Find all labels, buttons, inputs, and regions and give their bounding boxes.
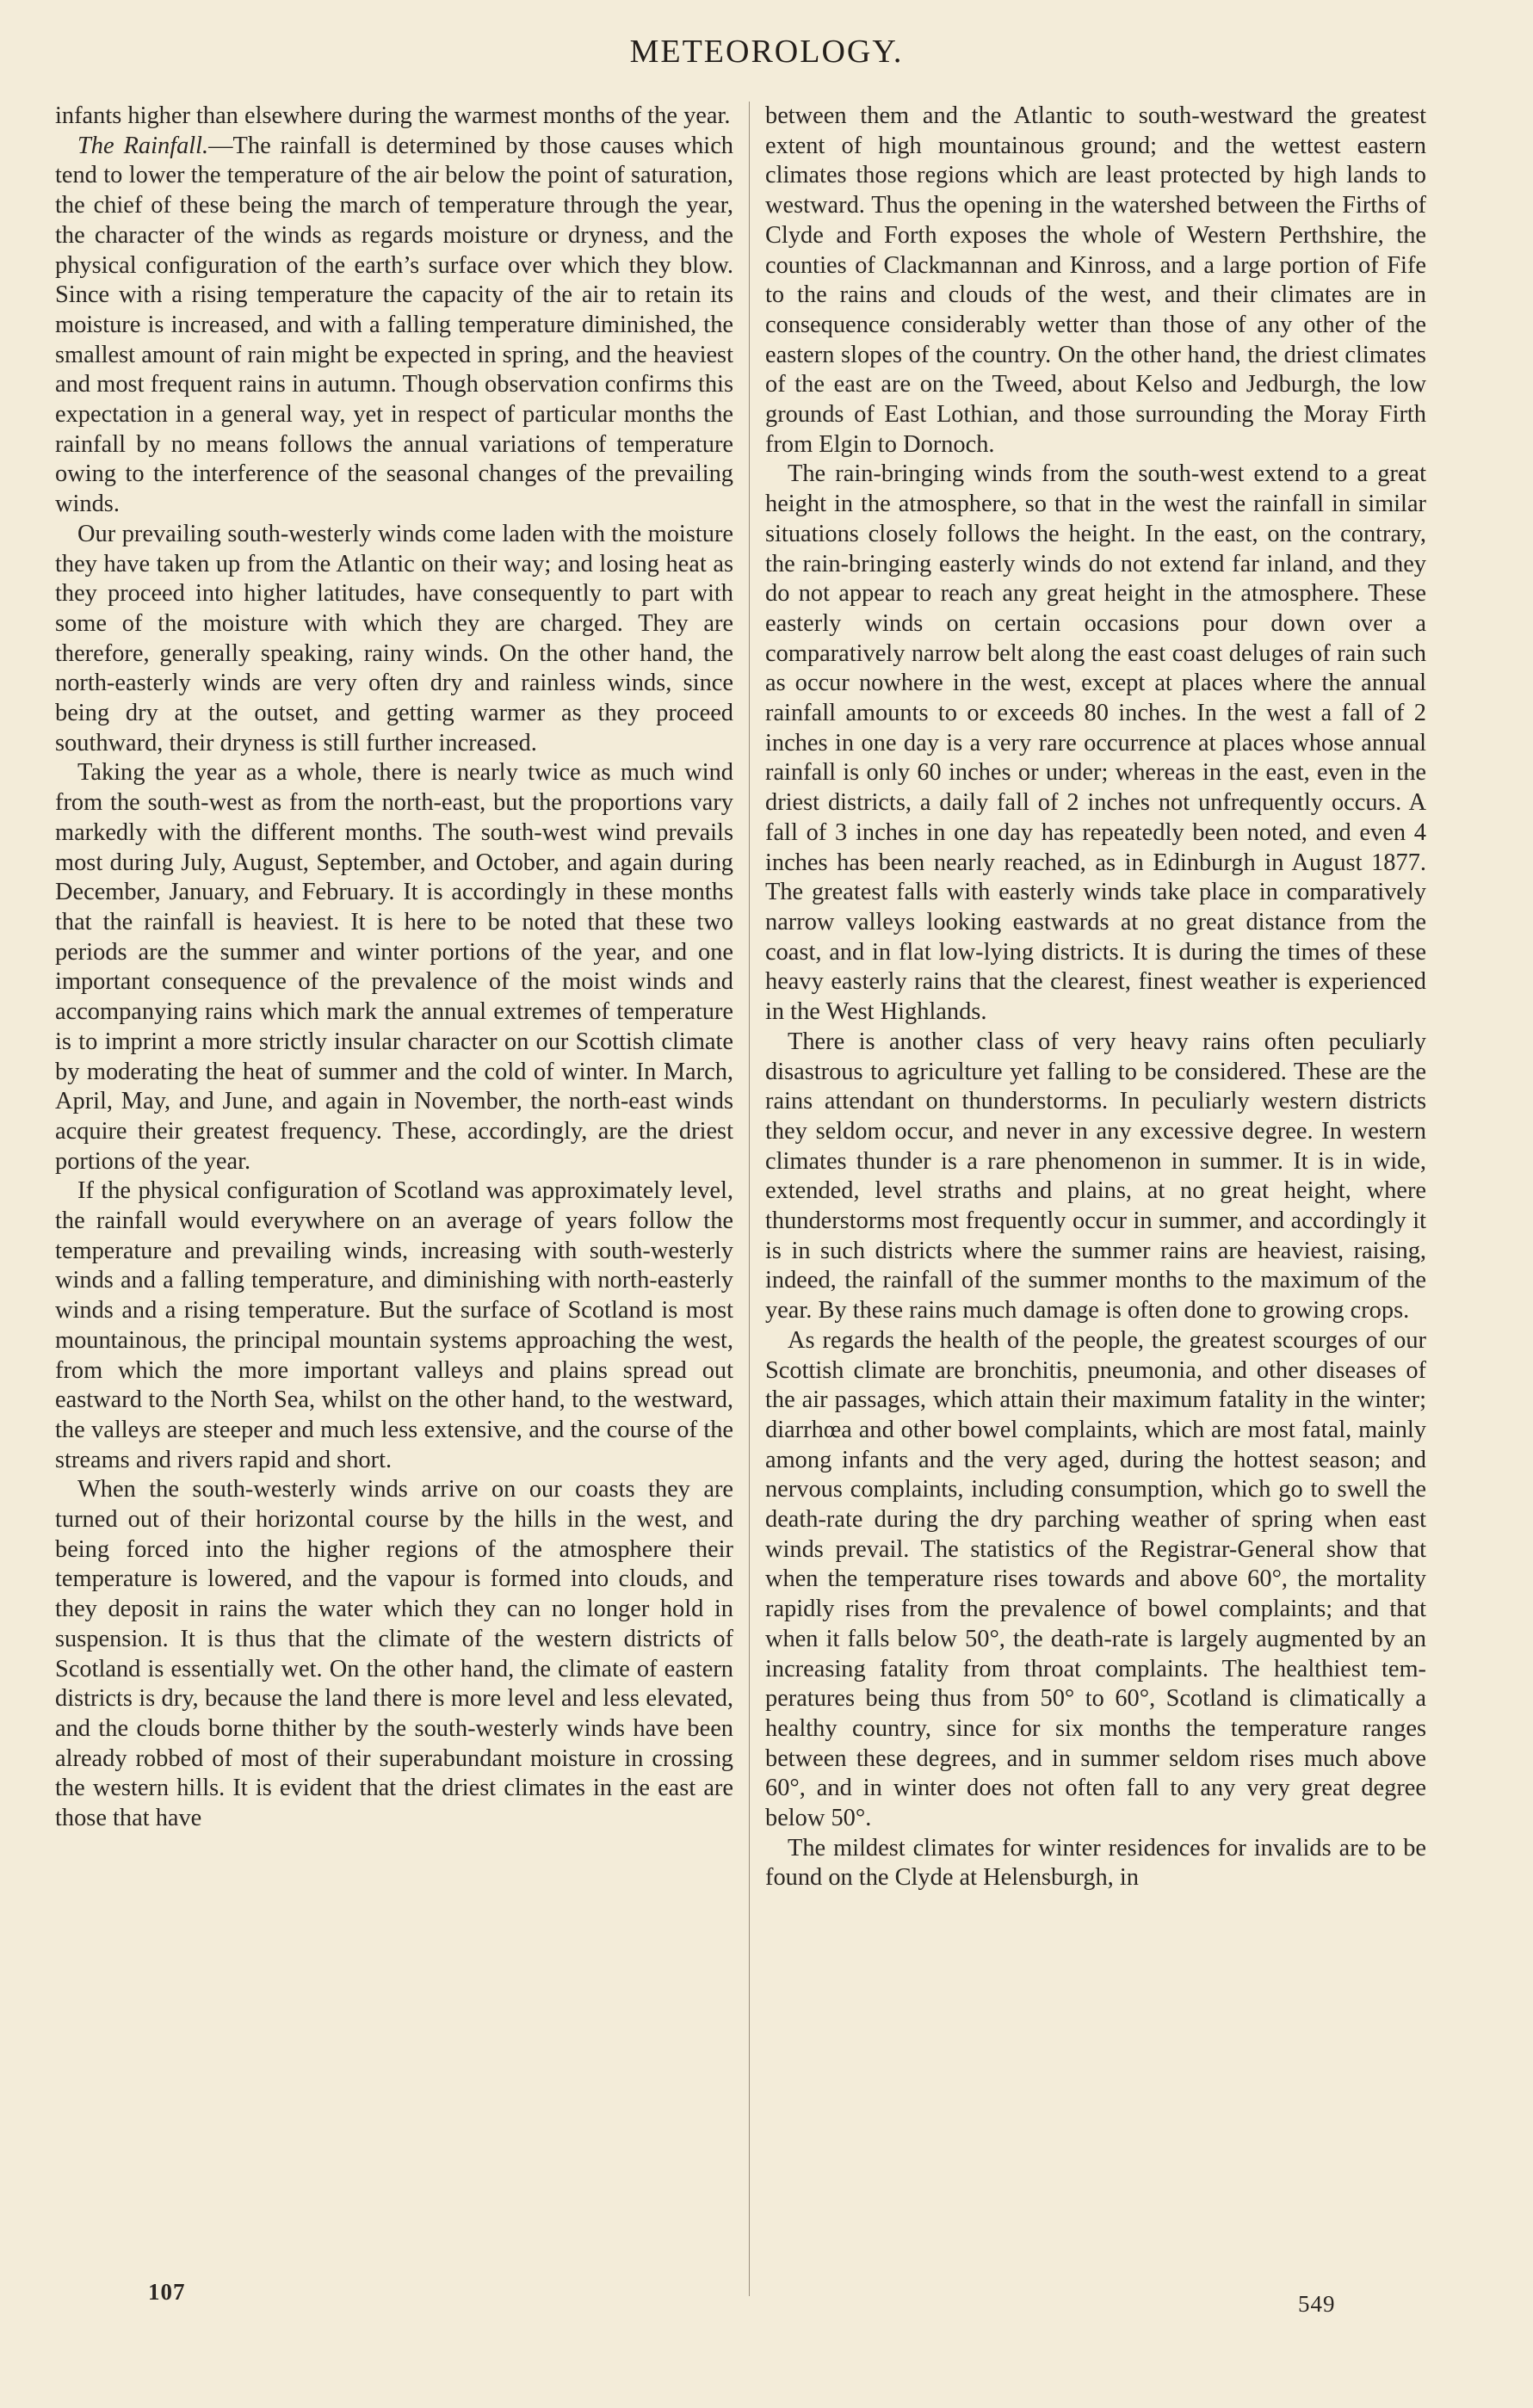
right-column	[765, 102, 1426, 1893]
paragraph: between them and the Atlantic to south-westward the greatest extent of high mountainous ground; and the wettest eastern climates those regions which are least protected by high lands to westward. Thus the opening in the watershed between the Firths of Clyde and Forth exposes the whole of Western Perthshire, the counties of Clackmannan and Kinross, and a large portion of Fife to the rains and clouds of the west, and their climates are in consequence considerably wetter than those of any other of the eastern slopes of the country. On the other hand, the driest climates of the east are on the Tweed, about Kelso and Jedburgh, the low grounds of East Lothian, and those surrounding the Moray Firth from Elgin to Dornoch.	[765, 102, 1426, 458]
left-column	[55, 102, 733, 1834]
paragraph: The mildest climates for winter residences for invalids are to be found on the Clyde at Helensburgh, in	[765, 1834, 1426, 1892]
section-heading: The Rainfall.	[77, 132, 209, 159]
paragraph: If the physical configuration of Scotland was approximately level, the rainfall would everywhere on an average of years follow the temperature and prevailing winds, increasing with south-westerly winds and a falling temperature, and diminishing with north-easterly winds and a rising temperature. But the surface of Scotland is most mountainous, the principal mountain systems approaching the west, from which the more important valleys and plains spread out eastward to the North Sea, whilst on the other hand, to the westward, the valleys are steeper and much less extensive, and the course of the streams and rivers rapid and short.	[55, 1177, 733, 1473]
paragraph-rainfall	[55, 132, 733, 520]
paragraph: infants higher than elsewhere during the warmest months of the year.	[55, 102, 731, 129]
paragraph-text: —The rainfall is determined by those causes which tend to lower the temperature of the air below the point of saturation, the chief of these being the march of temperature through the year, the character of the winds as regards moisture or dryness, and the physical configuration of the earth’s surface over which they blow. Since with a rising temperature the capacity of the air to retain its moisture is increased, and with a falling temperature diminished, the smallest amount of rain might be expected in spring, and the heaviest and most frequent rains in autumn. Though observation confirms this expectation in a general way, yet in respect of particular months the rainfall by no means follows the annual variations of temperature owing to the interference of the seasonal changes of the prevailing winds.	[55, 132, 733, 518]
page-number-right: 549	[1298, 2291, 1336, 2317]
paragraph: When the south-westerly winds arrive on our coasts they are turned out of their horizontal course by the hills in the west, and being forced into the higher regions of the atmosphere their temperature is lowered, and the vapour is formed into clouds, and they deposit in rains the water which they can no longer hold in suspension. It is thus that the climate of the western districts of Scotland is essentially wet. On the other hand, the climate of eastern districts is dry, because the land there is more level and less elevated, and the clouds borne thither by the south-westerly winds have been already robbed of most of their superabundant moisture in crossing the western hills. It is evident that the driest climates in the east are those that have	[55, 1476, 733, 1832]
column-divider	[749, 102, 750, 2296]
paragraph: As regards the health of the people, the greatest scourges of our Scottish climate are bronchitis, pneumonia, and other diseases of the air passages, which attain their maximum fatality in the winter; diarrhœa and other bowel complaints, which are most fatal, mainly among infants and the very aged, during the hottest season; and nervous complaints, including consumption, which go to swell the death-rate during the dry parching weather of spring when east winds prevail. The statistics of the Registrar-General show that when the temperature rises towards and above 60°, the mortality rapidly rises from the prevalence of bowel complaints; and that when it falls below 50°, the death-rate is largely augmented by an increasing fatality from throat complaints. The healthiest temperatures being thus from 50° to 60°, Scotland is climatically a healthy country, since for six months the temperature ranges between these degrees, and in summer seldom rises much above 60°, and in winter does not often fall to any very great degree below 50°.	[765, 1326, 1426, 1832]
paragraph: Our prevailing south-westerly winds come laden with the moisture they have taken up from the Atlantic on their way; and losing heat as they proceed into higher latitudes, have consequently to part with some of the moisture with which they are charged. They are therefore, generally speaking, rainy winds. On the other hand, the north-easterly winds are very often dry and rainless winds, since being dry at the outset, and getting warmer as they proceed southward, their dryness is still further increased.	[55, 520, 733, 756]
paragraph: There is another class of very heavy rains often peculiarly disastrous to agriculture yet falling to be considered. These are the rains attendant on thunderstorms. In peculiarly western districts they seldom occur, and never in any excessive degree. In western climates thunder is a rare phenomenon in summer. It is in wide, extended, level straths and plains, at no great height, where thunderstorms most frequently occur in summer, and accordingly it is in such districts where the summer rains are heaviest, raising, indeed, the rainfall of the summer months to the maximum of the year. By these rains much damage is often done to growing crops.	[765, 1028, 1426, 1324]
paragraph: Taking the year as a whole, there is nearly twice as much wind from the south-west as from the north-east, but the proportions vary markedly with the different months. The south-west wind prevails most during July, August, September, and October, and again during December, January, and February. It is accordingly in these months that the rainfall is heaviest. It is here to be noted that these two periods are the summer and winter portions of the year, and one important consequence of the prevalence of the moist winds and accompanying rains which mark the annual extremes of temperature is to imprint a more strictly insular character on our Scottish climate by moderating the heat of summer and the cold of winter. In March, April, May, and June, and again in November, the north-east winds acquire their greatest frequency. These, accordingly, are the driest portions of the year.	[55, 759, 733, 1175]
page-number-left: 107	[148, 2279, 186, 2305]
paragraph: The rain-bringing winds from the south-west extend to a great height in the atmosphere, so that in the west the rainfall in similar situations closely follows the height. In the east, on the contrary, the rain-bringing easterly winds do not extend far inland, and they do not appear to reach any great height in the atmosphere. These easterly winds on certain occasions pour down over a comparatively narrow belt along the east coast deluges of rain such as occur nowhere in the west, except at places where the annual rainfall amounts to or exceeds 80 inches. In the west a fall of 2 inches in one day is a very rare occurrence at places whose annual rainfall is only 60 inches or under; whereas in the east, even in the driest districts, a daily fall of 2 inches not unfrequently occurs. A fall of 3 inches in one day has repeatedly been noted, and even 4 inches has been nearly reached, as in Edinburgh in August 1877. The greatest falls with easterly winds take place in comparatively narrow valleys looking eastwards at no great distance from the coast, and in flat low-lying districts. It is during the times of these heavy easterly rains that the clearest, finest weather is experienced in the West Highlands.	[765, 460, 1426, 1026]
page-title: METEOROLOGY.	[629, 34, 904, 70]
